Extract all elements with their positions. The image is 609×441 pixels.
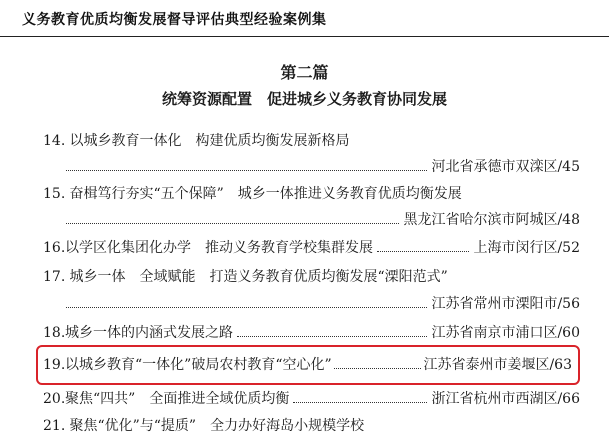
leader-dots bbox=[377, 251, 469, 252]
toc-entry-16[interactable] bbox=[43, 238, 580, 258]
leader-dots bbox=[237, 336, 427, 337]
entry-source: 上海市闵行区/52 bbox=[473, 240, 580, 256]
book-title: 义务教育优质均衡发展督导评估典型经验案例集 bbox=[22, 12, 327, 28]
entry-number: 21. bbox=[43, 418, 66, 434]
toc-leader-15 bbox=[66, 210, 580, 230]
leader-dots bbox=[66, 223, 399, 224]
entry-title: 城乡一体 全域赋能 打造义务教育优质均衡发展“溧阳范式” bbox=[69, 269, 448, 285]
entry-number: 20. bbox=[43, 391, 66, 407]
entry-title: 以学区化集团化办学 推动义务教育学校集群发展 bbox=[65, 240, 373, 256]
entry-title: 城乡一体的内涵式发展之路 bbox=[65, 325, 233, 341]
toc-entry-17[interactable] bbox=[43, 267, 448, 287]
entry-title: 以城乡教育一体化 构建优质均衡发展新格局 bbox=[69, 133, 350, 149]
toc-entry-14[interactable] bbox=[43, 131, 349, 151]
entry-number: 17. bbox=[43, 269, 66, 285]
entry-title: 奋楫笃行夯实“五个保障” 城乡一体推进义务教育优质均衡发展 bbox=[69, 186, 462, 202]
part-title: 第二篇 bbox=[280, 63, 329, 82]
toc-entry-20[interactable] bbox=[43, 389, 580, 409]
entry-number: 14. bbox=[43, 133, 66, 149]
leader-dots bbox=[334, 368, 422, 369]
leader-dots bbox=[293, 402, 427, 403]
entry-title: 以城乡教育“一体化”破局农村教育“空心化” bbox=[65, 357, 332, 373]
toc-entry-15[interactable] bbox=[43, 184, 462, 204]
toc-leader-17 bbox=[66, 294, 580, 314]
part-subtitle: 统筹资源配置 促进城乡义务教育协同发展 bbox=[161, 90, 447, 108]
entry-source: 河北省承德市双滦区/45 bbox=[431, 159, 580, 175]
entry-source: 江苏省常州市溧阳市/56 bbox=[431, 296, 580, 312]
toc-entry-21[interactable] bbox=[43, 416, 364, 436]
entry-number: 18. bbox=[43, 325, 66, 341]
toc-leader-14 bbox=[66, 157, 580, 177]
entry-title: 聚焦“四共” 全面推进全域优质均衡 bbox=[65, 391, 290, 407]
leader-dots bbox=[66, 307, 427, 308]
entry-title: 聚焦“优化”与“提质” 全力办好海岛小规模学校 bbox=[69, 418, 365, 434]
entry-source: 黑龙江省哈尔滨市阿城区/48 bbox=[403, 212, 580, 228]
entry-source: 浙江省杭州市西湖区/66 bbox=[431, 391, 580, 407]
entry-source: 江苏省南京市浦口区/60 bbox=[431, 325, 580, 341]
toc-entry-18[interactable] bbox=[43, 323, 580, 343]
entry-number: 15. bbox=[43, 186, 66, 202]
entry-number: 19. bbox=[43, 357, 66, 373]
toc-entry-19[interactable] bbox=[43, 355, 580, 375]
entry-number: 16. bbox=[43, 240, 66, 256]
entry-source: 江苏省泰州市姜堰区/63 bbox=[423, 357, 572, 373]
leader-dots bbox=[66, 170, 427, 171]
